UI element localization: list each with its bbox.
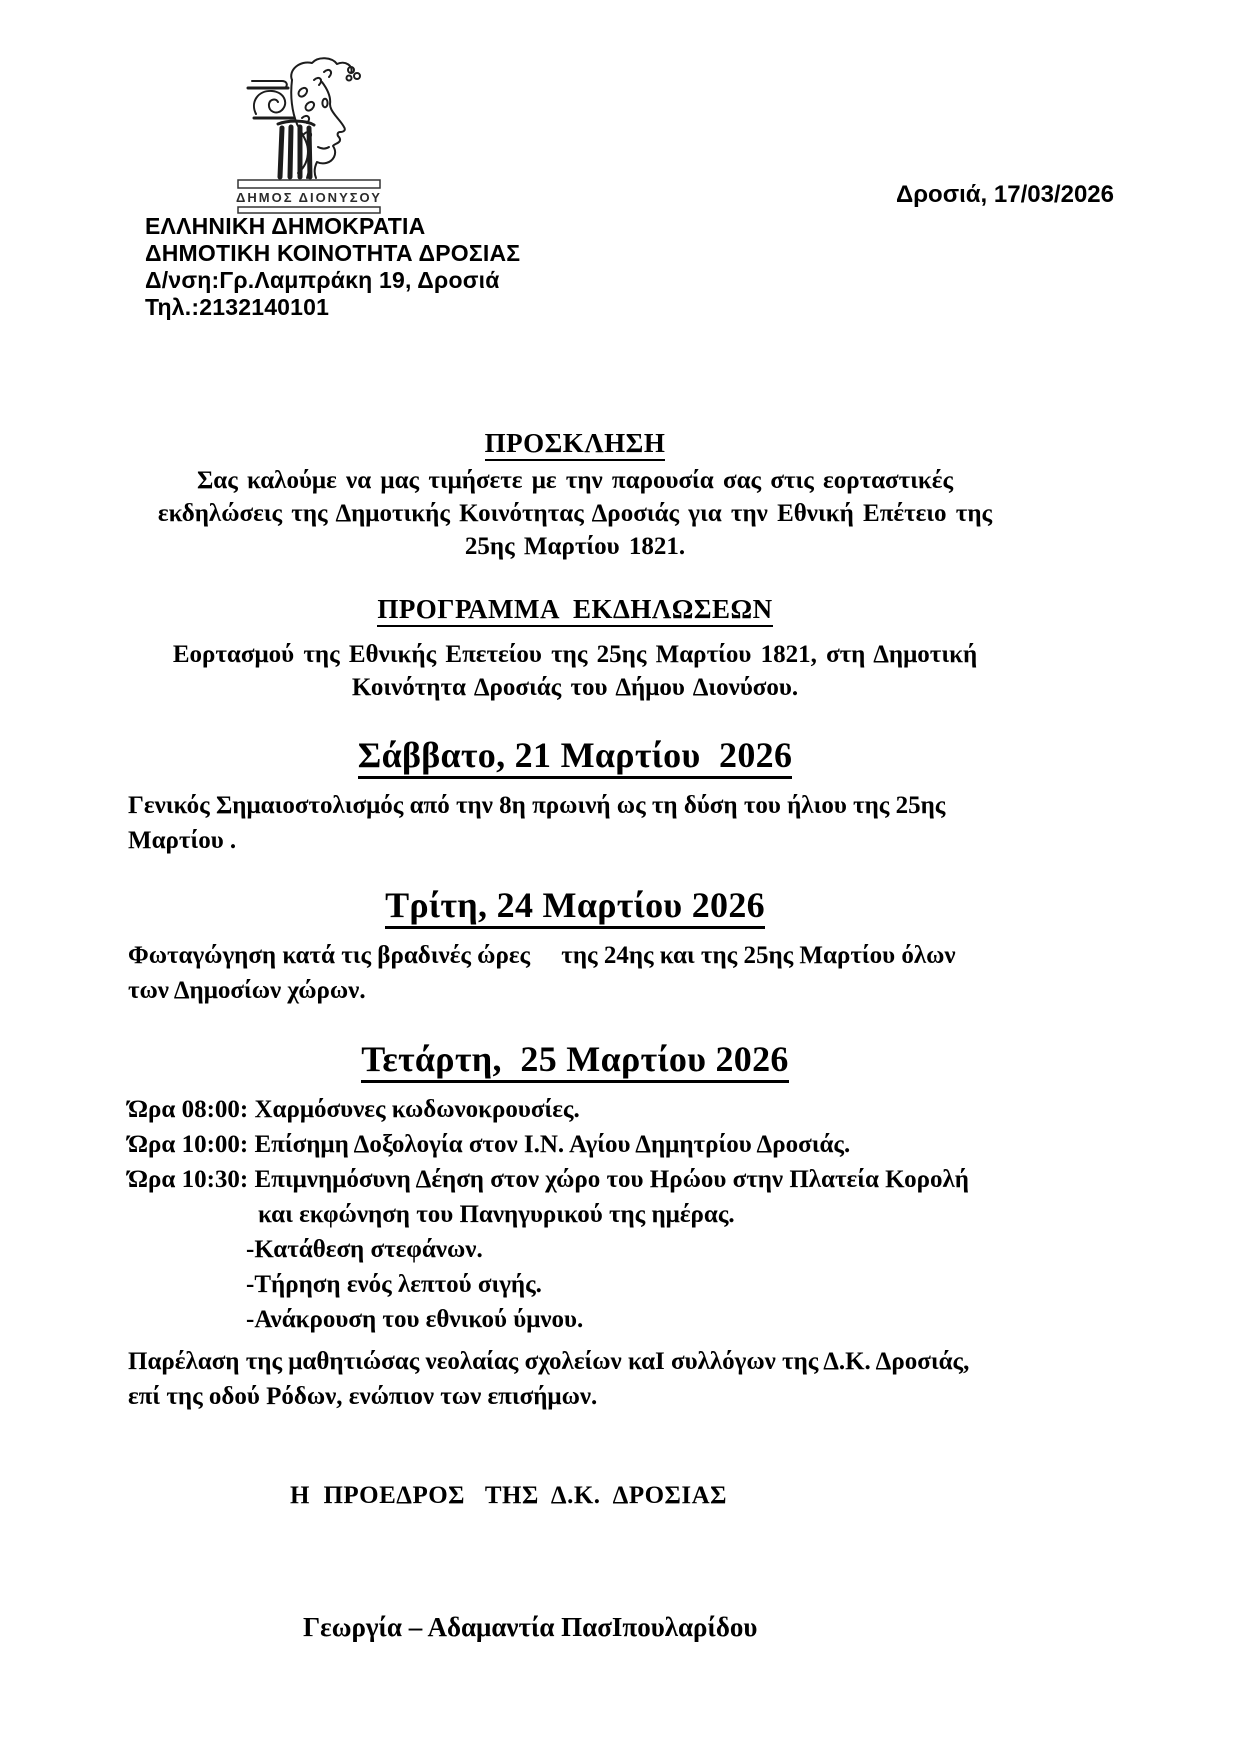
letterhead-phone: Τηλ.:2132140101 (145, 294, 330, 320)
day-heading-row-saturday (0, 734, 1150, 776)
municipality-logo (234, 50, 384, 214)
program-line-1030: Ώρα 10:30: Επιμνημόσυνη Δέηση στον χώρο του Ηρώου στην Πλατεία Κορολή (128, 1166, 969, 1193)
invitation-line: εκδηλώσεις της Δημοτικής Κοινότητας Δροσιάς για την Εθνική Επέτειο της (157, 500, 993, 527)
letterhead-address: Δ/νση:Γρ.Λαμπράκη 19, Δροσιά (145, 267, 500, 293)
program-line: Μαρτίου . (128, 827, 237, 854)
dionysos-logo-artwork (234, 50, 384, 214)
program-line-1000: Ώρα 10:00: Επίσημη Δοξολογία στον Ι.Ν. Αγίου Δημητρίου Δροσιάς. (128, 1131, 851, 1158)
program-subtitle-line: Κοινότητα Δροσιάς του Δήμου Διονύσου. (351, 674, 799, 701)
program-subtitle (0, 638, 1150, 704)
program-subtitle-line: Εορτασμού της Εθνικής Επετείου της 25ης Μαρτίου 1821, στη Δημοτική (172, 641, 978, 668)
invitation-title: ΠΡΟΣΚΛΗΣΗ (485, 428, 666, 461)
letterhead-republic: ΕΛΛΗΝΙΚΗ ΔΗΜΟΚΡΑΤΙΑ (145, 213, 426, 239)
closing-line: επί της οδού Ρόδων, ενώπιον των επισήμων. (128, 1383, 598, 1410)
day-heading-row-tuesday (0, 884, 1150, 926)
day-body-saturday (128, 788, 1128, 858)
signature-name: Γεωργία – Αδαμαντία ΠασIπουλαρίδου (303, 1612, 758, 1642)
day-heading-tuesday: Τρίτη, 24 Μαρτίου 2026 (385, 885, 765, 929)
invitation-line: Σας καλούμε να μας τιμήσετε με την παρουσία σας στις εορταστικές (196, 467, 954, 494)
logo-caption: ΔΗΜΟΣ ΔΙΟΝΥΣΟΥ (236, 190, 382, 205)
day-body-wednesday (128, 1092, 1128, 1337)
program-line-continuation: και εκφώνηση του Πανηγυρικού της ημέρας. (258, 1201, 735, 1228)
program-line-wreath: -Κατάθεση στεφάνων. (246, 1236, 483, 1263)
day-heading-saturday: Σάββατο, 21 Μαρτίου 2026 (358, 735, 793, 779)
invitation-body (0, 464, 1150, 563)
program-line: των Δημοσίων χώρων. (128, 977, 366, 1004)
day-heading-row-wednesday (0, 1038, 1150, 1080)
program-line-anthem: -Ανάκρουση του εθνικού ύμνου. (246, 1306, 584, 1333)
invitation-line: 25ης Μαρτίου 1821. (464, 533, 686, 560)
program-title: ΠΡΟΓΡΑΜΜΑ ΕΚΔΗΛΩΣΕΩΝ (377, 594, 772, 627)
logo-base-bar-top (238, 180, 380, 188)
letterhead (145, 213, 520, 321)
date-line: Δροσιά, 17/03/2026 (895, 181, 1114, 208)
day-body-tuesday (128, 938, 1128, 1008)
program-line-0800: Ώρα 08:00: Χαρμόσυνες κωδωνοκρουσίες. (128, 1096, 580, 1123)
program-line: Γενικός Σημαιοστολισμός από την 8η πρωινή ως τη δύση του ήλιου της 25ης (128, 792, 946, 819)
day-heading-wednesday: Τετάρτη, 25 Μαρτίου 2026 (361, 1039, 788, 1083)
program-line: Φωταγώγηση κατά τις βραδινές ώρες της 24ης και της 25ης Μαρτίου όλων (128, 942, 956, 969)
letterhead-community: ΔΗΜΟΤΙΚΗ ΚΟΙΝΟΤΗΤΑ ΔΡΟΣΙΑΣ (145, 240, 521, 266)
program-title-row (0, 594, 1150, 625)
invitation-title-row (0, 428, 1150, 459)
closing-line: Παρέλαση της μαθητιώσας νεολαίας σχολείων καI συλλόγων της Δ.Κ. Δροσιάς, (128, 1348, 970, 1375)
signature-title: Η ΠΡΟΕΔΡΟΣ ΤΗΣ Δ.Κ. ΔΡΟΣΙΑΣ (290, 1482, 728, 1509)
program-line-silence: -Τήρηση ενός λεπτού σιγής. (246, 1271, 542, 1298)
closing-paragraph (128, 1344, 1128, 1414)
